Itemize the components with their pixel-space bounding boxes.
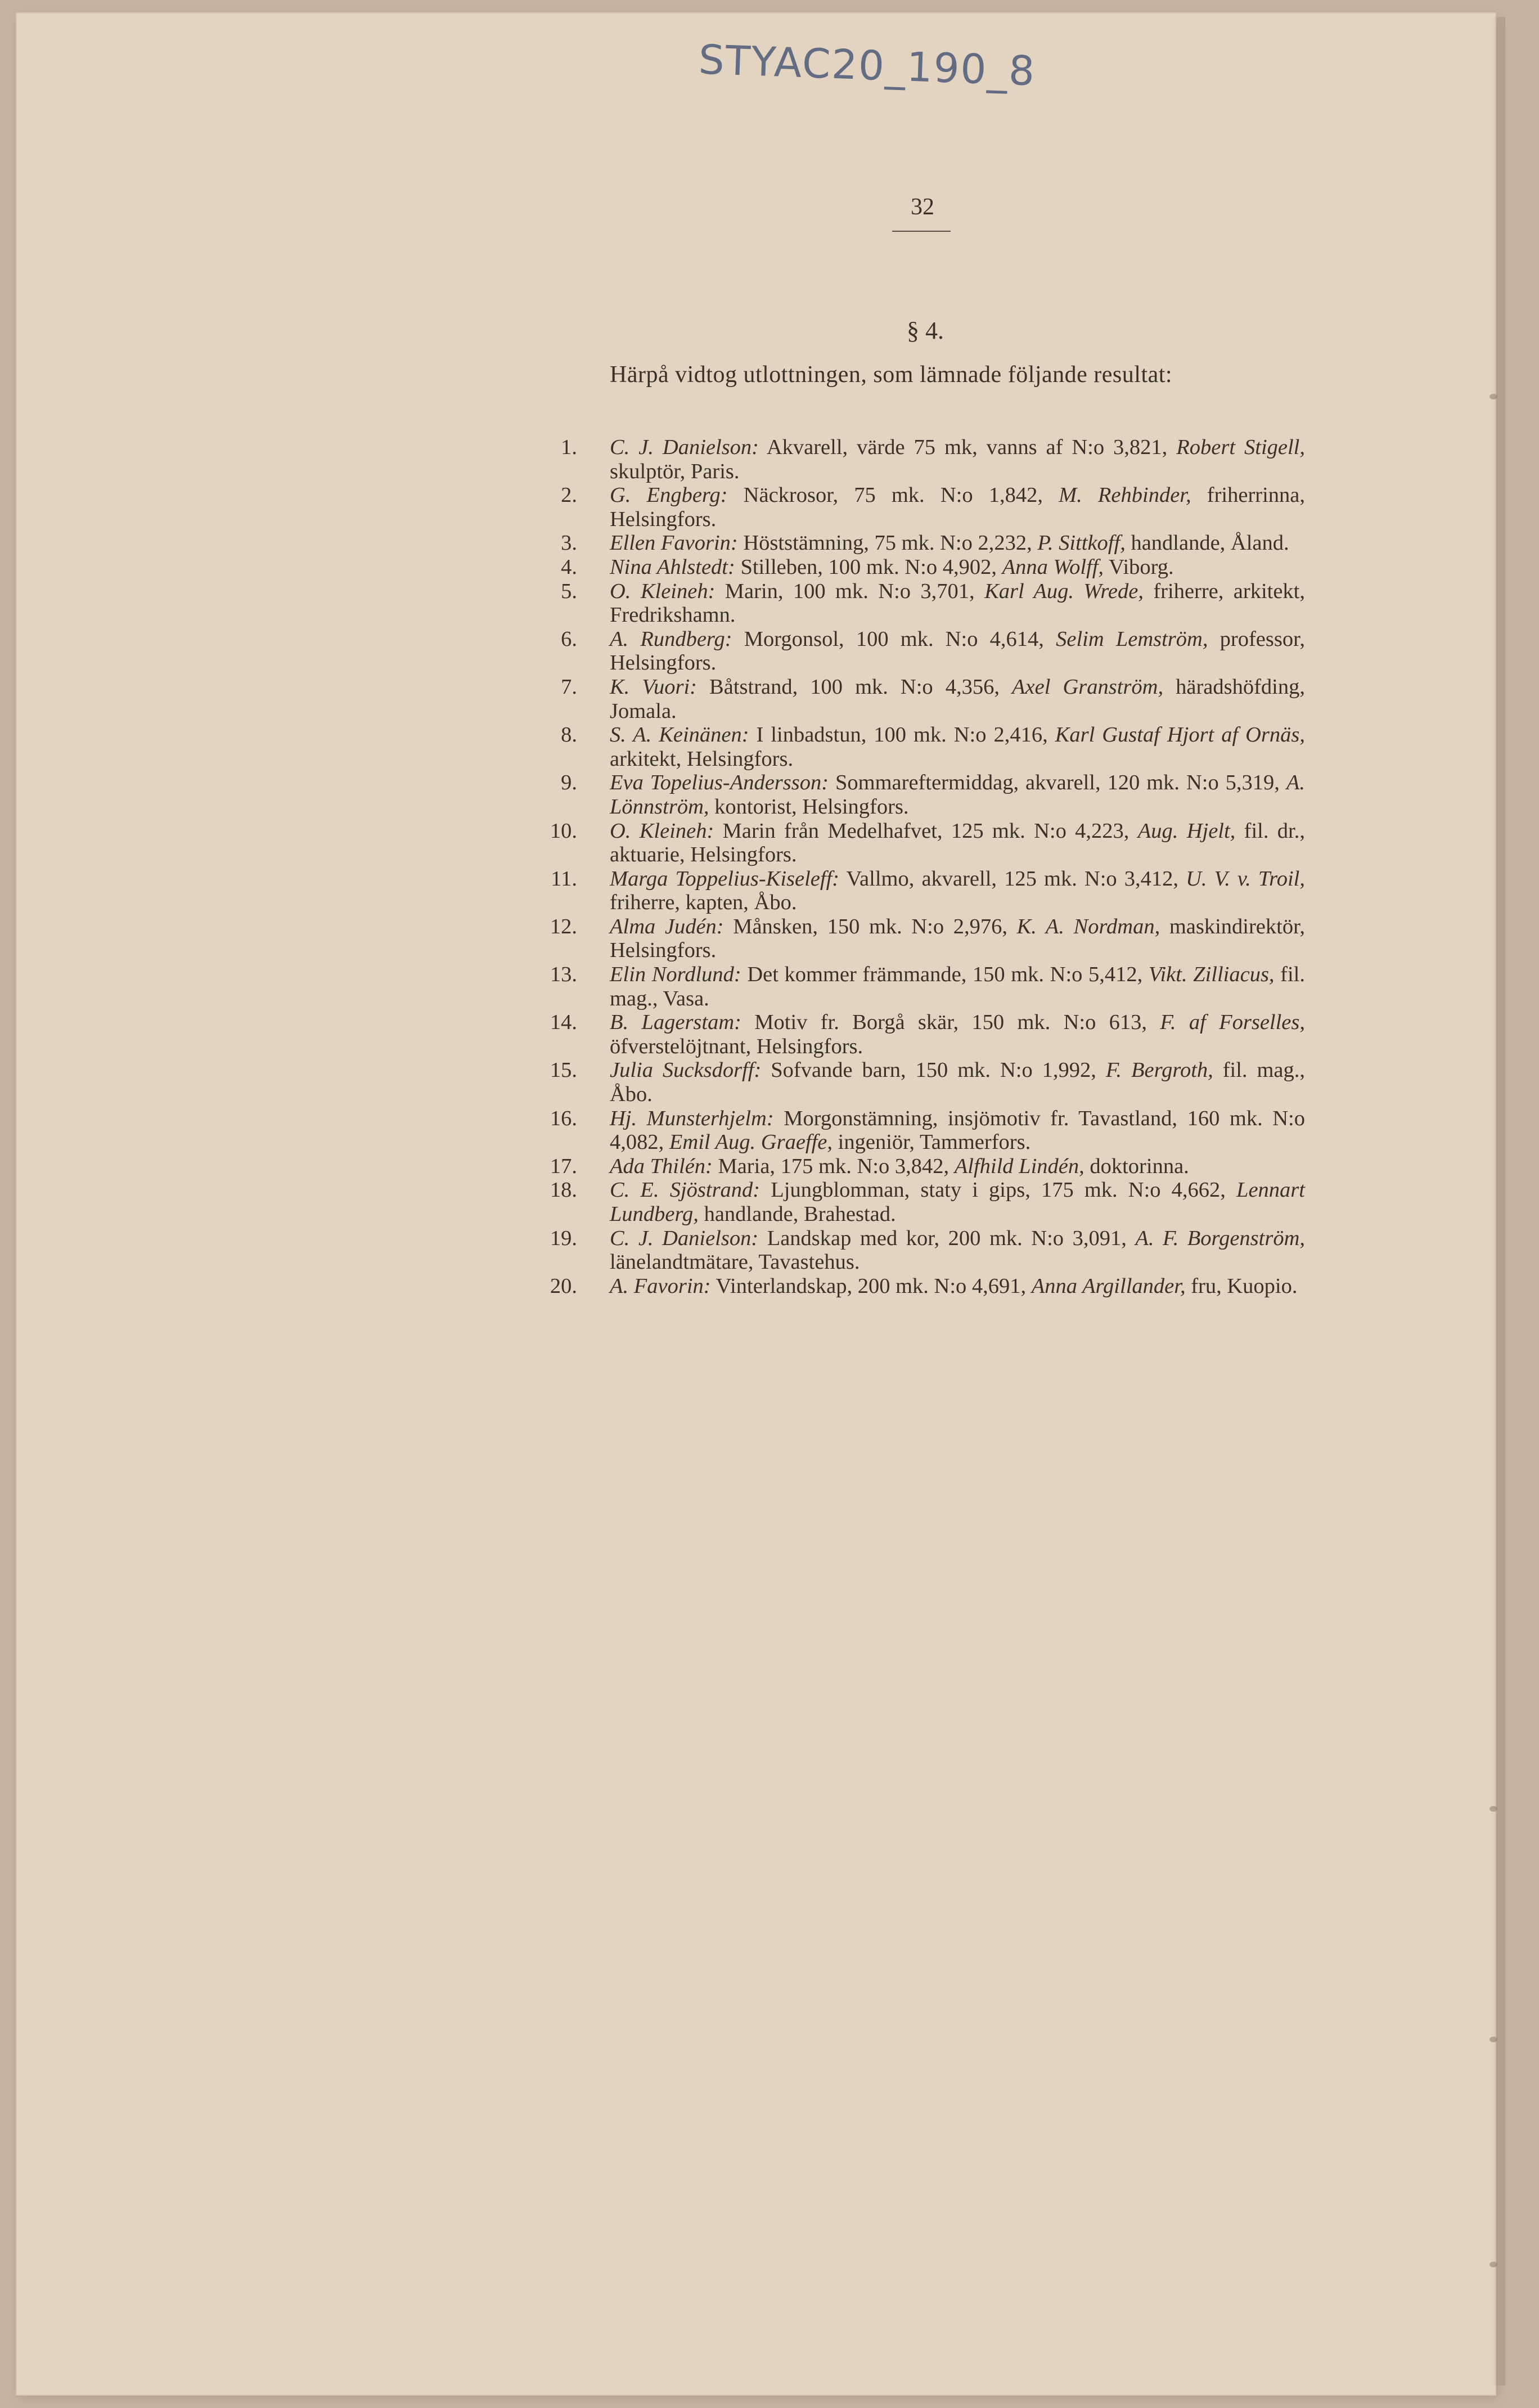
entry-detail: Maria, 175 mk. N:o 3,842, — [712, 1154, 955, 1178]
entry-name-italic: K. Vuori: — [610, 675, 698, 699]
entry-text — [610, 675, 1305, 723]
entry-text — [610, 531, 1289, 555]
entry-detail: Marin från Medelhafvet, 125 mk. N:o 4,223, — [714, 819, 1138, 843]
entry-detail: Landskap med kor, 200 mk. N:o 3,091, — [758, 1226, 1136, 1250]
entry-detail: skulptör, Paris. — [610, 459, 740, 483]
entry-detail: häradshöfding, Jomala. — [610, 675, 1305, 723]
entry-name-italic: Selim Lemström, — [1056, 627, 1208, 651]
entry-number: 7. — [561, 675, 577, 699]
result-entry — [540, 1274, 1305, 1299]
result-entry — [540, 1154, 1305, 1179]
entry-text — [610, 1107, 1305, 1154]
entry-name-italic: C. J. Danielson: — [610, 1226, 759, 1250]
result-entry — [540, 1058, 1305, 1106]
entry-number: 3. — [561, 531, 577, 555]
result-entry — [540, 435, 1305, 483]
entry-number: 17. — [550, 1154, 577, 1178]
entry-detail: friherrinna, Helsingfors. — [610, 483, 1305, 531]
entry-detail: friherre, kapten, Åbo. — [610, 891, 797, 915]
entry-number: 19. — [550, 1226, 577, 1250]
entry-detail: arkitekt, Helsingfors. — [610, 747, 794, 771]
entry-name-italic: F. Bergroth, — [1105, 1058, 1213, 1082]
page-spot — [1490, 1806, 1497, 1812]
entry-text — [610, 579, 1305, 627]
entry-name-italic: M. Rehbinder, — [1059, 483, 1191, 507]
result-entry — [540, 627, 1305, 675]
entry-name-italic: Lennart Lundberg, — [610, 1178, 1305, 1226]
entry-number: 5. — [561, 579, 577, 603]
entry-text — [610, 819, 1305, 867]
entry-text — [610, 483, 1305, 531]
result-entry — [540, 531, 1305, 555]
page-number-rule — [892, 231, 951, 232]
entry-number: 4. — [561, 555, 577, 579]
entry-detail: Stilleben, 100 mk. N:o 4,902, — [735, 555, 1002, 579]
entry-detail: Sofvande barn, 150 mk. N:o 1,992, — [761, 1058, 1106, 1082]
entry-detail: Morgonstämning, insjömotiv fr. Tavastland, 160 mk. N:o 4,082, — [610, 1106, 1305, 1154]
entry-name-italic: K. A. Nordman, — [1016, 914, 1160, 938]
entry-name-italic: Robert Stigell, — [1176, 435, 1305, 459]
entry-number: 8. — [561, 723, 577, 747]
result-entry — [540, 1178, 1305, 1226]
entry-detail: I linbadstun, 100 mk. N:o 2,416, — [749, 723, 1055, 747]
section-heading: § 4. — [907, 317, 944, 344]
entry-number: 12. — [550, 914, 577, 938]
entry-detail: Morgonsol, 100 mk. N:o 4,614, — [732, 627, 1056, 651]
entry-name-italic: Axel Granström, — [1012, 675, 1164, 699]
entry-number: 11. — [551, 866, 577, 891]
result-entry — [540, 555, 1305, 579]
entry-number: 18. — [550, 1178, 577, 1202]
entry-detail: fru, Kuopio. — [1185, 1274, 1298, 1298]
entry-name-italic: F. af Forselles, — [1160, 1010, 1305, 1035]
entry-name-italic: Anna Argillander, — [1031, 1274, 1186, 1298]
entry-detail: maskindirektör, Helsingfors. — [610, 914, 1305, 963]
entry-detail: ingeniör, Tammerfors. — [832, 1130, 1031, 1154]
entry-name-italic: Elin Nordlund: — [610, 963, 741, 987]
entry-detail: Vinterlandskap, 200 mk. N:o 4,691, — [710, 1274, 1032, 1298]
entry-detail: Ljungblomman, staty i gips, 175 mk. N:o 4,662, — [760, 1178, 1237, 1202]
result-entry — [540, 771, 1305, 819]
entry-detail: Månsken, 150 mk. N:o 2,976, — [723, 914, 1017, 938]
entry-text — [610, 867, 1305, 915]
entry-name-italic: C. J. Danielson: — [610, 435, 759, 459]
entry-detail: handlande, Åland. — [1125, 531, 1289, 555]
result-entry — [540, 819, 1305, 867]
entry-number: 6. — [561, 627, 577, 651]
entry-detail: fil. dr., aktuarie, Helsingfors. — [610, 819, 1305, 867]
entry-detail: professor, Helsingfors. — [610, 627, 1305, 675]
entry-number: 16. — [550, 1106, 577, 1130]
entry-name-italic: O. Kleineh: — [610, 579, 716, 603]
entry-detail: Motiv fr. Borgå skär, 150 mk. N:o 613, — [741, 1010, 1160, 1035]
entry-detail: länelandtmätare, Tavastehus. — [610, 1250, 860, 1274]
entry-name-italic: A. Favorin: — [610, 1274, 711, 1298]
entry-name-italic: Emil Aug. Graeffe, — [669, 1130, 833, 1154]
entry-text — [610, 1154, 1189, 1178]
entry-detail: Sommareftermiddag, akvarell, 120 mk. N:o 5,319, — [829, 771, 1286, 795]
entry-detail: doktorinna. — [1084, 1154, 1189, 1178]
entry-name-italic: C. E. Sjöstrand: — [610, 1178, 760, 1202]
entry-text — [610, 627, 1305, 675]
entry-name-italic: U. V. v. Troil, — [1186, 866, 1306, 891]
entry-name-italic: P. Sittkoff, — [1037, 531, 1126, 555]
entry-name-italic: Nina Ahlstedt: — [610, 555, 735, 579]
entry-detail: öfverstelöjtnant, Helsingfors. — [610, 1034, 863, 1058]
entry-number: 10. — [550, 819, 577, 843]
entry-name-italic: Ellen Favorin: — [610, 531, 738, 555]
entry-name-italic: G. Engberg: — [610, 483, 728, 507]
entry-name-italic: Hj. Munsterhjelm: — [610, 1106, 774, 1130]
result-entry — [540, 915, 1305, 963]
entry-name-italic: Alfhild Lindén, — [954, 1154, 1084, 1178]
entry-name-italic: Karl Aug. Wrede, — [984, 579, 1144, 603]
entry-detail: Det kommer främmande, 150 mk. N:o 5,412, — [741, 963, 1149, 987]
entry-number: 1. — [561, 435, 577, 459]
archive-reference: STYAC20_190_8 — [698, 35, 1037, 95]
entry-name-italic: Aug. Hjelt, — [1137, 819, 1236, 843]
entry-text — [610, 771, 1305, 819]
entry-number: 20. — [550, 1274, 577, 1298]
entry-name-italic: Alma Judén: — [610, 914, 724, 938]
result-entry — [540, 867, 1305, 915]
entry-text — [610, 1274, 1297, 1298]
intro-paragraph: Härpå vidtog utlottningen, som lämnade följande resultat: — [610, 362, 1173, 388]
entry-name-italic: A. F. Borgenström, — [1135, 1226, 1305, 1250]
entry-text — [610, 1178, 1305, 1226]
entry-text — [610, 915, 1305, 963]
result-entry — [540, 675, 1305, 723]
lottery-results-list — [540, 435, 1305, 1298]
entry-text — [610, 1058, 1305, 1106]
entry-detail: fil. mag., Vasa. — [610, 963, 1305, 1010]
entry-text — [610, 723, 1305, 771]
entry-text — [610, 1010, 1305, 1058]
result-entry — [540, 1107, 1305, 1154]
entry-text — [610, 963, 1305, 1010]
result-entry — [540, 1227, 1305, 1274]
entry-name-italic: O. Kleineh: — [610, 819, 714, 843]
entry-number: 2. — [561, 483, 577, 507]
entry-text — [610, 555, 1174, 579]
entry-text — [610, 435, 1305, 483]
entry-name-italic: Marga Toppelius-Kiseleff: — [610, 866, 840, 891]
page-spot — [1490, 394, 1497, 399]
result-entry — [540, 723, 1305, 771]
entry-number: 15. — [550, 1058, 577, 1082]
entry-name-italic: Vikt. Zilliacus, — [1148, 963, 1275, 987]
entry-detail: Höststämning, 75 mk. N:o 2,232, — [737, 531, 1038, 555]
entry-name-italic: S. A. Keinänen: — [610, 723, 749, 747]
entry-detail: handlande, Brahestad. — [698, 1202, 896, 1226]
entry-name-italic: Anna Wolff, — [1002, 555, 1104, 579]
entry-detail: fil. mag., Åbo. — [610, 1058, 1306, 1107]
result-entry — [540, 483, 1305, 531]
entry-detail: Vallmo, akvarell, 125 mk. N:o 3,412, — [839, 866, 1186, 891]
entry-name-italic: Julia Sucksdorff: — [610, 1058, 762, 1082]
entry-number: 14. — [550, 1010, 577, 1035]
result-entry — [540, 963, 1305, 1010]
entry-text — [610, 1227, 1305, 1274]
page-number: 32 — [911, 194, 934, 220]
entry-name-italic: A. Rundberg: — [610, 627, 732, 651]
entry-name-italic: A. Lönnström, — [610, 771, 1305, 819]
entry-detail: kontorist, Helsingfors. — [709, 794, 909, 819]
entry-name-italic: B. Lagerstam: — [610, 1010, 741, 1035]
entry-detail: Viborg. — [1104, 555, 1174, 579]
entry-name-italic: Karl Gustaf Hjort af Ornäs, — [1055, 723, 1305, 747]
entry-detail: Akvarell, värde 75 mk, vanns af N:o 3,821, — [759, 435, 1177, 459]
page-spot — [1490, 2262, 1497, 2267]
entry-detail: friherre, arkitekt, Fredrikshamn. — [610, 579, 1306, 627]
entry-name-italic: Ada Thilén: — [610, 1154, 713, 1178]
result-entry — [540, 1010, 1305, 1058]
result-entry — [540, 579, 1305, 627]
entry-number: 13. — [550, 963, 577, 987]
entry-detail: Marin, 100 mk. N:o 3,701, — [715, 579, 985, 603]
page-spot — [1490, 2037, 1497, 2042]
entry-detail: Båtstrand, 100 mk. N:o 4,356, — [697, 675, 1012, 699]
page-edge-shadow — [1492, 17, 1505, 2385]
entry-detail: Näckrosor, 75 mk. N:o 1,842, — [727, 483, 1059, 507]
entry-name-italic: Eva Topelius-Andersson: — [610, 771, 829, 795]
entry-number: 9. — [561, 771, 577, 795]
